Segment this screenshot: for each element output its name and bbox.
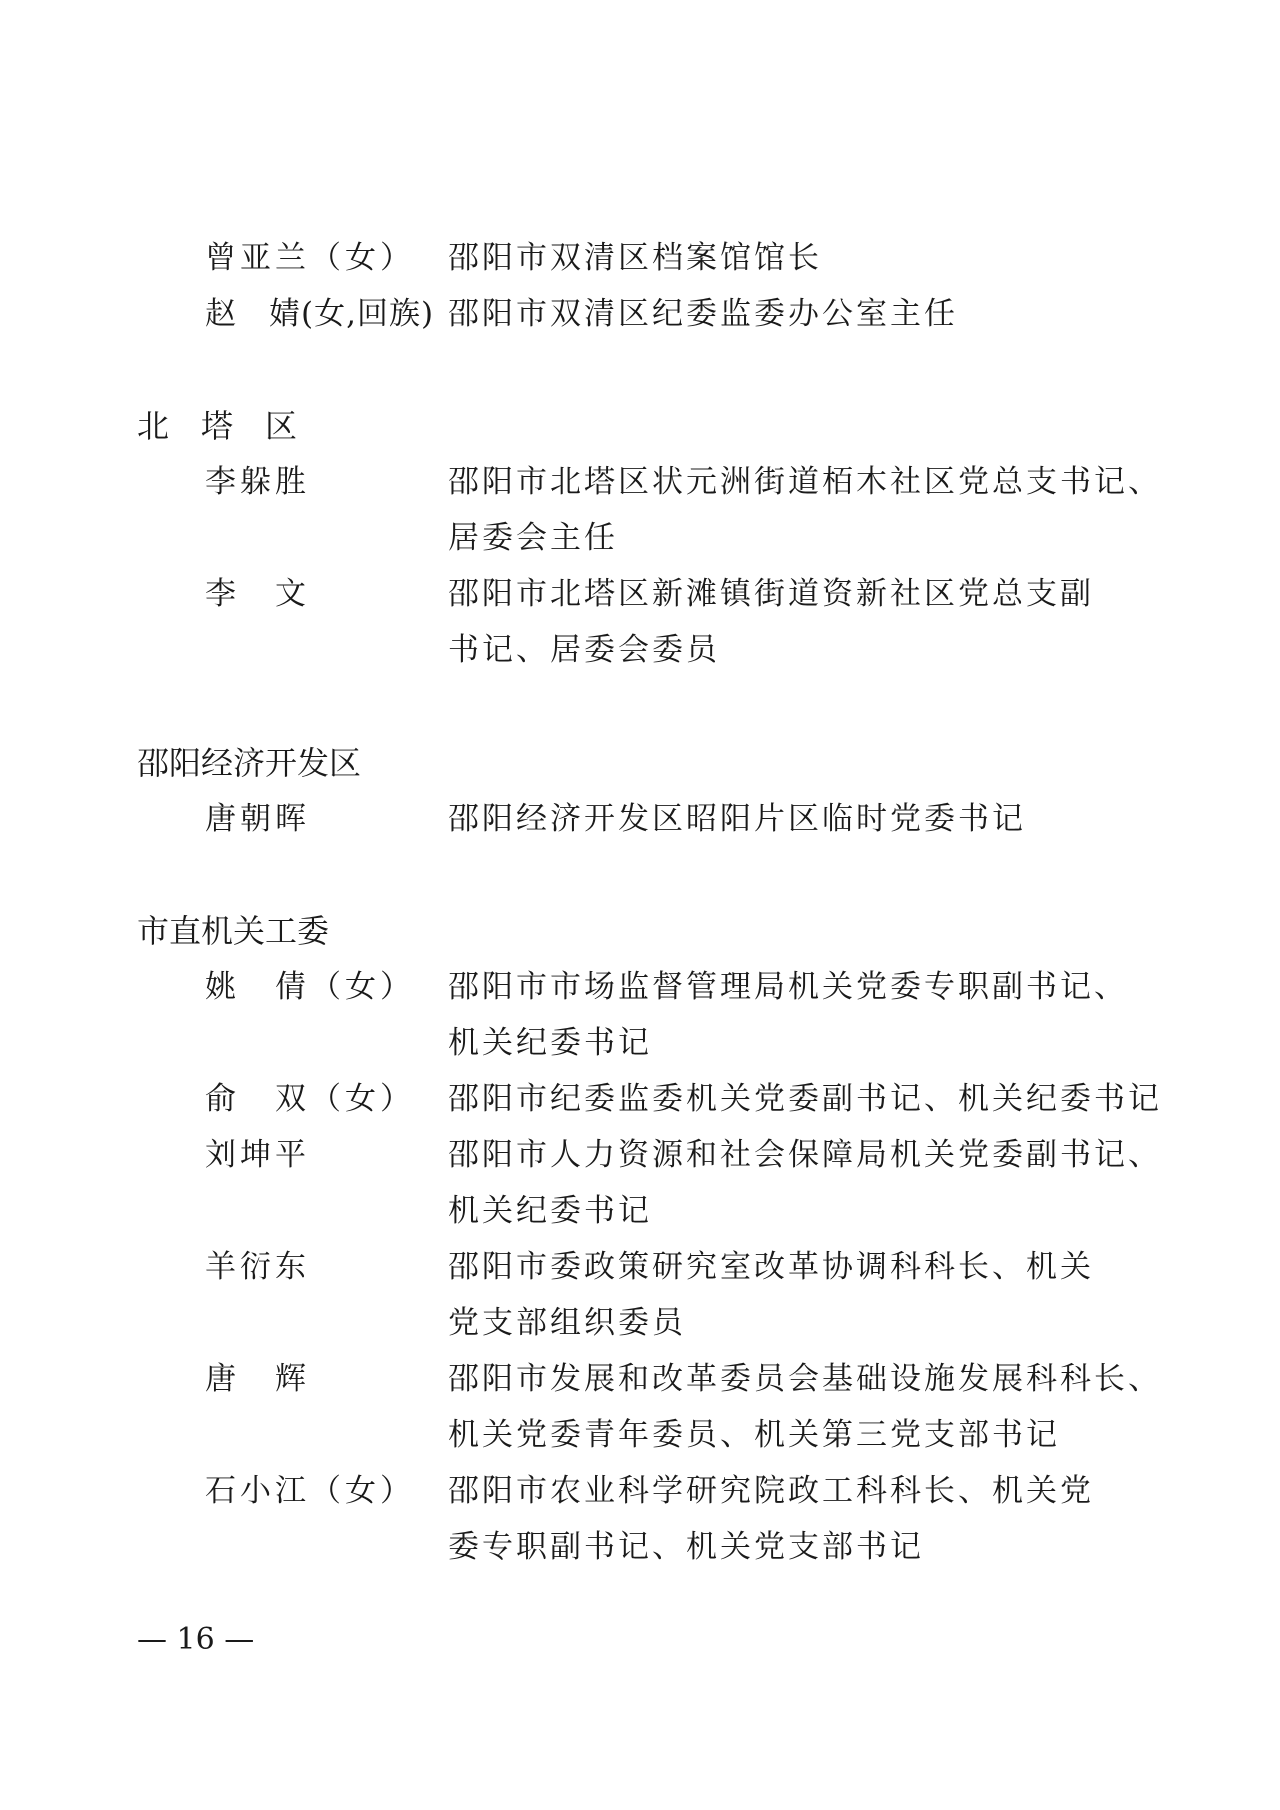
title-line: 机关纪委书记 [448, 1193, 652, 1229]
title-line: 书记、居委会委员 [448, 632, 720, 668]
title-line: 邵阳经济开发区昭阳片区临时党委书记 [448, 801, 1026, 837]
section-heading: 市直机关工委 [137, 912, 330, 950]
title-line: 邵阳市北塔区新滩镇街道资新社区党总支副 [448, 576, 1094, 612]
title-line: 邵阳市人力资源和社会保障局机关党委副书记、 [448, 1137, 1162, 1173]
section-heading: 邵阳经济开发区 [137, 744, 362, 782]
person-name: 姚 倩（女） [205, 969, 415, 1005]
person-title [448, 1127, 1162, 1239]
person-name: 唐 辉 [205, 1361, 310, 1397]
title-line: 邵阳市农业科学研究院政工科科长、机关党 [448, 1473, 1094, 1509]
title-line: 邵阳市双清区档案馆馆长 [448, 240, 822, 276]
person-name: 曾亚兰（女） [205, 240, 415, 276]
person-title [448, 454, 1162, 566]
person-title [448, 791, 1128, 847]
person-title [448, 1463, 1128, 1575]
page-number: — 16 — [137, 1622, 255, 1657]
person-title [448, 1071, 1162, 1127]
person-name: 李躲胜 [205, 464, 310, 500]
title-line: 邵阳市委政策研究室改革协调科科长、机关 [448, 1249, 1094, 1285]
person-title [448, 230, 1128, 286]
title-line: 机关纪委书记 [448, 1025, 652, 1061]
person-name: 羊衍东 [205, 1249, 310, 1285]
person-name: 刘坤平 [205, 1137, 310, 1173]
person-name: 石小江（女） [205, 1473, 415, 1509]
title-line: 机关党委青年委员、机关第三党支部书记 [448, 1417, 1060, 1453]
person-title [448, 286, 1128, 342]
title-line: 邵阳市发展和改革委员会基础设施发展科科长、 [448, 1361, 1162, 1397]
person-title [448, 1239, 1128, 1351]
person-name: 俞 双（女） [205, 1081, 415, 1117]
person-name: 李 文 [205, 576, 310, 612]
title-line: 委专职副书记、机关党支部书记 [448, 1529, 924, 1565]
person-name: 唐朝晖 [205, 801, 310, 837]
person-title [448, 566, 1128, 678]
title-line: 邵阳市双清区纪委监委办公室主任 [448, 296, 958, 332]
title-line: 邵阳市市场监督管理局机关党委专职副书记、 [448, 969, 1128, 1005]
title-line: 邵阳市北塔区状元洲街道栢木社区党总支书记、 [448, 464, 1162, 500]
person-name: 赵 婧(女,回族) [205, 296, 435, 332]
title-line: 党支部组织委员 [448, 1305, 686, 1341]
title-line: 邵阳市纪委监委机关党委副书记、机关纪委书记 [448, 1081, 1162, 1117]
title-line: 居委会主任 [448, 520, 618, 556]
section-heading: 北 塔 区 [137, 407, 298, 445]
person-title [448, 1351, 1162, 1463]
person-title [448, 959, 1128, 1071]
